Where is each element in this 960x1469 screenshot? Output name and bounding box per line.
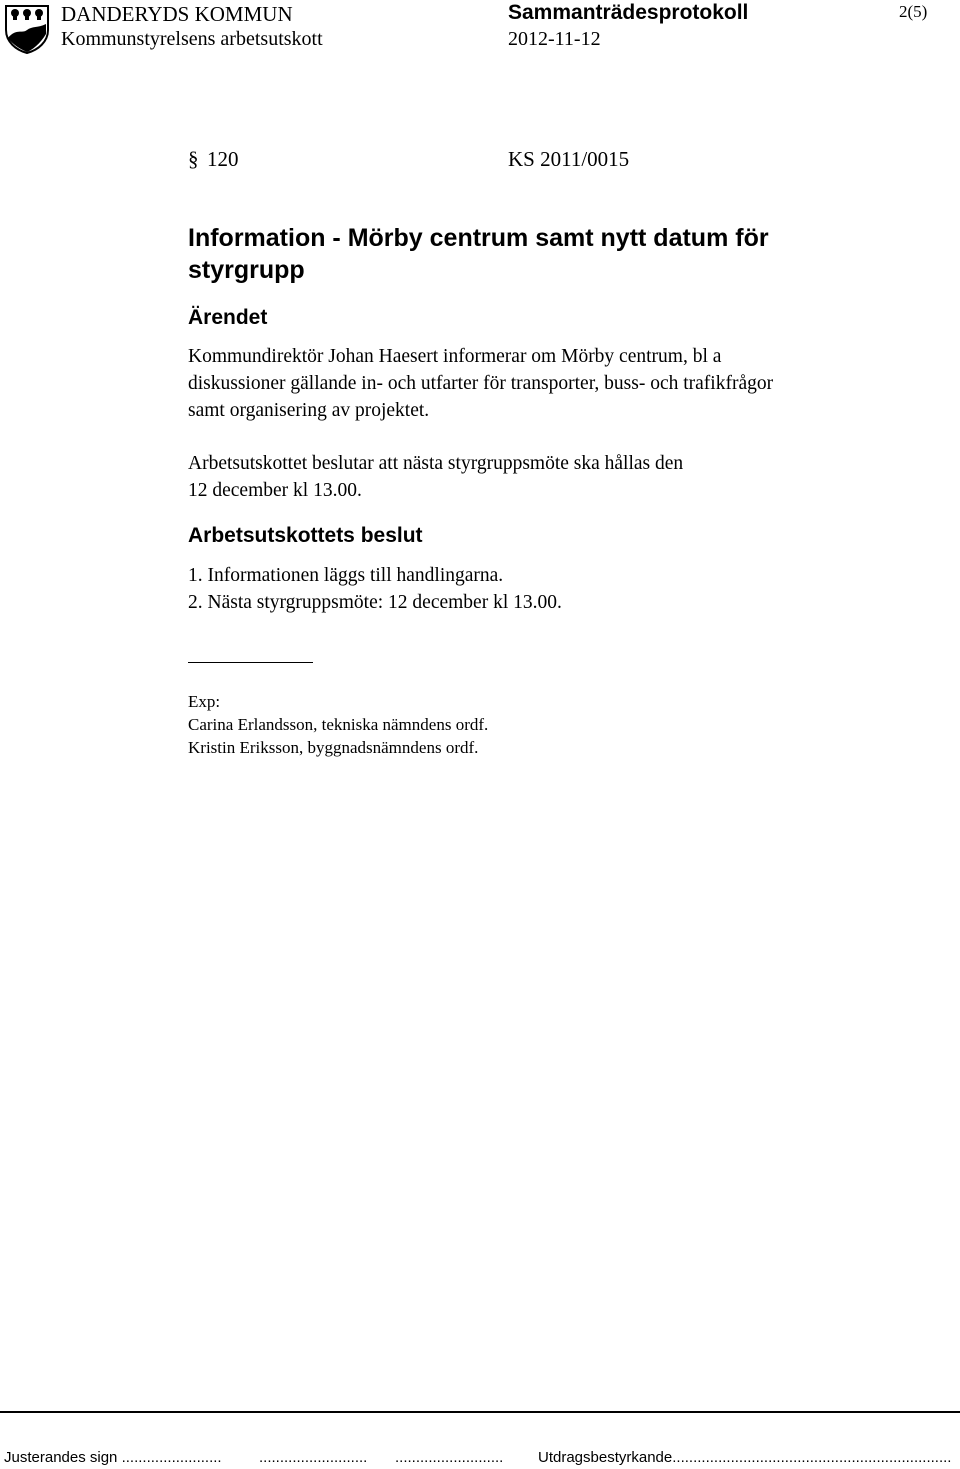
adjuster-sign-field: Justerandes sign ........................ — [4, 1449, 222, 1466]
arendet-paragraph-1 — [188, 343, 773, 424]
expedition-block — [188, 690, 488, 759]
section-mark: § — [188, 147, 199, 171]
signature-line-2: .......................... — [259, 1449, 368, 1466]
page-number: 2(5) — [899, 2, 928, 21]
footer-divider — [0, 1411, 960, 1413]
signature-line-3: .......................... — [395, 1449, 504, 1466]
text-line: samt organisering av projektet. — [188, 400, 430, 421]
section-number: 120 — [207, 147, 239, 171]
decision-item: 1. Informationen läggs till handlingarna. — [188, 565, 504, 586]
arendet-heading: Ärendet — [188, 306, 268, 329]
divider — [188, 662, 313, 663]
text-line: Arbetsutskottet beslutar att nästa styrgruppsmöte ska hållas den — [188, 453, 684, 474]
item-title: Information - Mörby centrum samt nytt datum för styrgrupp — [188, 224, 769, 284]
expedition-recipient: Kristin Eriksson, byggnadsnämndens ordf. — [188, 738, 479, 757]
text-line: diskussioner gällande in- och utfarter för transporter, buss- och trafikfrågor — [188, 373, 774, 394]
text-line: Kommundirektör Johan Haesert informerar om Mörby centrum, bl a — [188, 346, 722, 367]
arendet-paragraph-2 — [188, 450, 683, 504]
meeting-date: 2012-11-12 — [508, 28, 601, 50]
municipal-coat-of-arms-icon — [4, 4, 50, 54]
extract-certification-field: Utdragsbestyrkande................................................................... — [538, 1449, 952, 1466]
text-line: 12 december kl 13.00. — [188, 480, 362, 501]
committee-name: Kommunstyrelsens arbetsutskott — [61, 28, 323, 50]
case-number: KS 2011/0015 — [508, 147, 630, 171]
organization-name: DANDERYDS KOMMUN — [61, 2, 293, 26]
expedition-recipient: Carina Erlandsson, tekniska nämndens ordf. — [188, 715, 489, 734]
decision-heading: Arbetsutskottets beslut — [188, 524, 423, 547]
decision-list — [188, 562, 562, 616]
expedition-label: Exp: — [188, 692, 221, 711]
decision-item: 2. Nästa styrgruppsmöte: 12 december kl 13.00. — [188, 592, 562, 613]
document-type: Sammanträdesprotokoll — [508, 1, 749, 24]
